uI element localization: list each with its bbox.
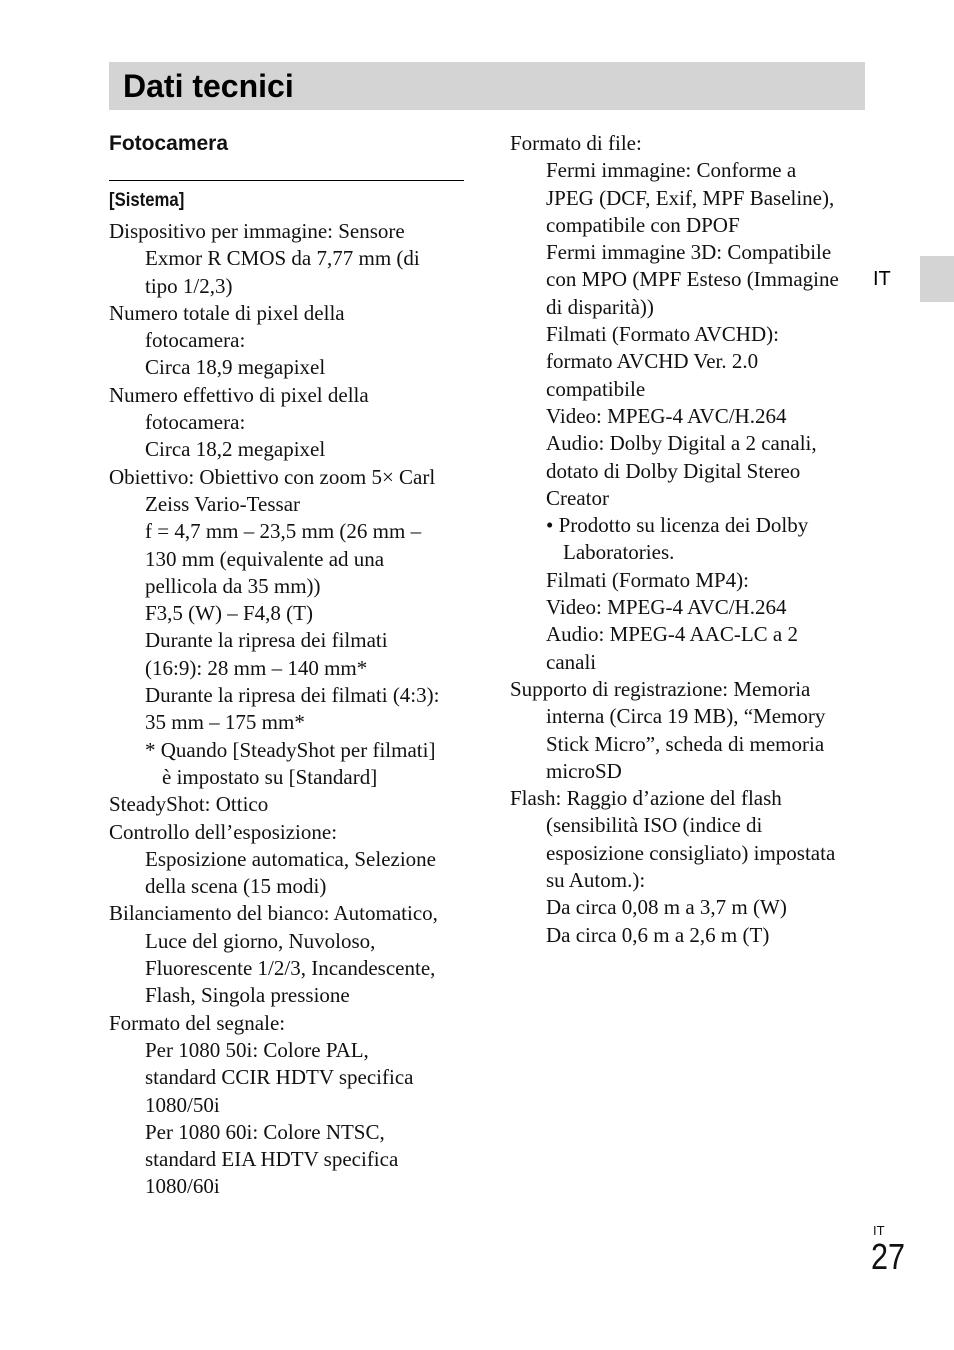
spec-line: tipo 1/2,3) <box>145 273 233 298</box>
spec-line: su Autom.): <box>546 868 646 893</box>
section-divider <box>109 180 464 181</box>
side-tab-marker <box>920 256 954 302</box>
spec-line: fotocamera: <box>145 410 246 435</box>
spec-line: Flash, Singola pressione <box>145 983 350 1008</box>
spec-line: • Prodotto su licenza dei Dolby <box>546 513 809 538</box>
spec-line: Exmor R CMOS da 7,77 mm (di <box>145 246 420 271</box>
spec-line: formato AVCHD Ver. 2.0 <box>546 349 759 374</box>
spec-line: Per 1080 60i: Colore NTSC, <box>145 1119 385 1144</box>
spec-line: F3,5 (W) – F4,8 (T) <box>145 601 313 626</box>
spec-line: Filmati (Formato AVCHD): <box>546 322 779 347</box>
spec-line: Da circa 0,6 m a 2,6 m (T) <box>546 922 770 947</box>
spec-line: Esposizione automatica, Selezione <box>145 846 436 871</box>
spec-line: microSD <box>546 758 622 783</box>
spec-line: con MPO (MPF Esteso (Immagine <box>546 267 839 292</box>
spec-line: standard EIA HDTV specifica <box>145 1147 399 1172</box>
spec-line: Numero effettivo di pixel della <box>109 382 369 407</box>
spec-line: Fermi immagine: Conforme a <box>546 158 797 183</box>
spec-line: compatibile <box>546 376 646 401</box>
spec-line: Circa 18,2 megapixel <box>145 437 326 462</box>
spec-line: Flash: Raggio d’azione del flash <box>510 786 782 811</box>
spec-line: JPEG (DCF, Exif, MPF Baseline), <box>546 185 835 210</box>
spec-line: Da circa 0,08 m a 3,7 m (W) <box>546 895 787 920</box>
spec-line: Dispositivo per immagine: Sensore <box>109 219 405 243</box>
title-bar <box>109 62 865 110</box>
spec-line: Per 1080 50i: Colore PAL, <box>145 1037 369 1062</box>
section-heading: Fotocamera <box>109 132 229 155</box>
subsection-heading: [Sistema] <box>109 190 185 211</box>
spec-line: Controllo dell’esposizione: <box>109 819 338 844</box>
right-column <box>510 130 866 949</box>
spec-line: Durante la ripresa dei filmati (4:3): <box>145 683 440 708</box>
spec-line: 1080/50i <box>145 1092 220 1117</box>
spec-line: Formato di file: <box>510 131 642 155</box>
spec-line: Video: MPEG-4 AVC/H.264 <box>546 595 787 620</box>
footer-language-label: IT <box>873 1223 885 1238</box>
spec-line: Luce del giorno, Nuvoloso, <box>145 928 376 953</box>
spec-line: Laboratories. <box>563 540 675 565</box>
spec-line: pellicola da 35 mm)) <box>145 573 321 598</box>
page-title: Dati tecnici <box>123 68 294 104</box>
side-language-label: IT <box>873 268 891 290</box>
spec-line: SteadyShot: Ottico <box>109 792 269 817</box>
spec-line: Creator <box>546 485 609 510</box>
spec-line: Stick Micro”, scheda di memoria <box>546 731 825 756</box>
spec-line: della scena (15 modi) <box>145 874 327 899</box>
spec-line: 35 mm – 175 mm* <box>145 710 305 735</box>
spec-line: dotato di Dolby Digital Stereo <box>546 458 801 483</box>
spec-line: Circa 18,9 megapixel <box>145 355 326 380</box>
spec-line: (16:9): 28 mm – 140 mm* <box>145 655 368 680</box>
spec-line: Supporto di registrazione: Memoria <box>510 676 811 701</box>
spec-line: Fluorescente 1/2/3, Incandescente, <box>145 956 436 981</box>
spec-line: di disparità)) <box>546 294 654 319</box>
spec-line: Durante la ripresa dei filmati <box>145 628 388 653</box>
spec-line: 1080/60i <box>145 1174 220 1199</box>
spec-line: f = 4,7 mm – 23,5 mm (26 mm – <box>145 519 422 544</box>
spec-line: * Quando [SteadyShot per filmati] <box>145 737 436 762</box>
spec-line: Filmati (Formato MP4): <box>546 567 750 592</box>
spec-line: standard CCIR HDTV specifica <box>145 1065 414 1090</box>
spec-line: Fermi immagine 3D: Compatibile <box>546 240 832 265</box>
spec-line: Bilanciamento del bianco: Automatico, <box>109 901 438 926</box>
spec-line: Audio: Dolby Digital a 2 canali, <box>546 431 817 456</box>
spec-line: esposizione consigliato) impostata <box>546 840 836 865</box>
spec-line: è impostato su [Standard] <box>162 764 378 789</box>
spec-line: Numero totale di pixel della <box>109 300 345 325</box>
spec-line: Video: MPEG-4 AVC/H.264 <box>546 403 787 428</box>
spec-line: 130 mm (equivalente ad una <box>145 546 385 571</box>
spec-line: Formato del segnale: <box>109 1010 286 1035</box>
spec-line: (sensibilità ISO (indice di <box>546 813 763 838</box>
spec-line: compatibile con DPOF <box>546 212 740 237</box>
spec-line: Zeiss Vario-Tessar <box>145 491 301 516</box>
spec-line: fotocamera: <box>145 328 246 353</box>
page-number: 27 <box>871 1236 906 1277</box>
spec-line: Audio: MPEG-4 AAC-LC a 2 <box>546 622 798 647</box>
spec-line: canali <box>546 649 597 674</box>
left-column <box>109 218 469 1201</box>
spec-line: Obiettivo: Obiettivo con zoom 5× Carl <box>109 464 436 489</box>
spec-line: interna (Circa 19 MB), “Memory <box>546 704 826 729</box>
